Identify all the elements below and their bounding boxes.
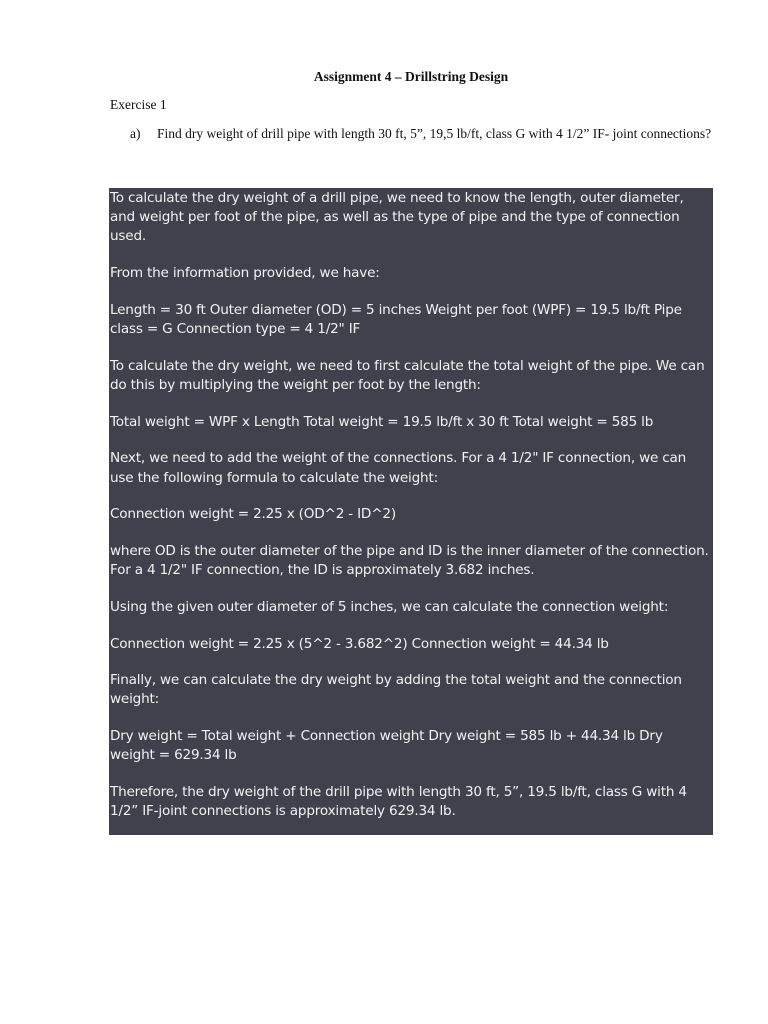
question-item — [130, 125, 715, 143]
answer-paragraph: Therefore, the dry weight of the drill pipe with length 30 ft, 5”, 19.5 lb/ft, class G with 4 1/2” IF-joint connections is approximately 629.34 lb. — [110, 784, 687, 820]
question-marker: a) — [130, 126, 141, 141]
answer-paragraph: Using the given outer diameter of 5 inches, we can calculate the connection weight: — [110, 598, 669, 615]
answer-paragraph: Next, we need to add the weight of the connections. For a 4 1/2" IF connection, we can use the following formula to calculate the weight: — [110, 450, 687, 486]
answer-paragraph: To calculate the dry weight of a drill pipe, we need to know the length, outer diameter, and weight per foot of the pipe, as well as the type of pipe and the type of connection used. — [110, 190, 684, 245]
question-text: Find dry weight of drill pipe with length 30 ft, 5”, 19,5 lb/ft, class G with 4 1/2” IF- joint connections? — [157, 126, 712, 141]
answer-block — [109, 188, 713, 835]
answer-paragraph: To calculate the dry weight, we need to first calculate the total weight of the pipe. We can do this by multiplying the weight per foot by the length: — [110, 357, 705, 393]
answer-paragraph: Total weight = WPF x Length Total weight = 19.5 lb/ft x 30 ft Total weight = 585 lb — [110, 413, 654, 430]
answer-paragraph: Dry weight = Total weight + Connection weight Dry weight = 585 lb + 44.34 lb Dry weight = 629.34 lb — [110, 728, 663, 764]
answer-paragraph: where OD is the outer diameter of the pipe and ID is the inner diameter of the connection. For a 4 1/2" IF connection, the ID is approximately 3.682 inches. — [110, 542, 709, 579]
answer-paragraph: Finally, we can calculate the dry weight by adding the total weight and the connection weight: — [110, 672, 682, 708]
answer-paragraph: From the information provided, we have: — [110, 265, 380, 282]
page-title: Assignment 4 – Drillstring Design — [313, 69, 509, 84]
answer-paragraph: Connection weight = 2.25 x (5^2 - 3.682^2) Connection weight = 44.34 lb — [110, 635, 609, 652]
answer-paragraph: Connection weight = 2.25 x (OD^2 - ID^2) — [110, 506, 396, 523]
answer-paragraph: Length = 30 ft Outer diameter (OD) = 5 inches Weight per foot (WPF) = 19.5 lb/ft Pipe class = G Connection type = 4 1/2" IF — [110, 301, 682, 338]
exercise-label: Exercise 1 — [110, 97, 167, 112]
